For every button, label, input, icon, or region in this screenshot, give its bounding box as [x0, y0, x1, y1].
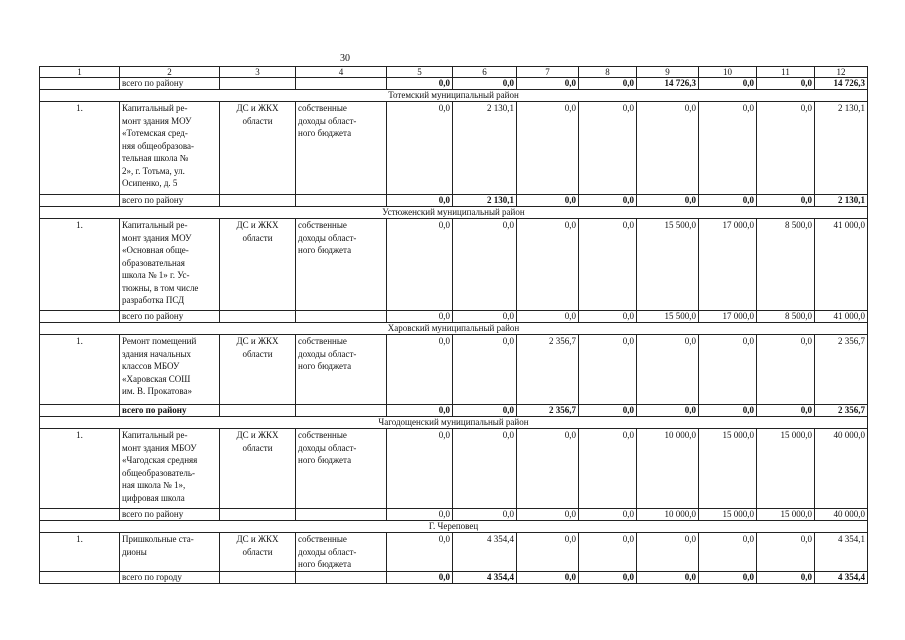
object-description: [120, 219, 220, 311]
object-description: [120, 102, 220, 195]
value-cell: 10 000,0: [637, 509, 699, 521]
row-index: 1.: [40, 102, 120, 195]
value-cell: 15 000,0: [699, 429, 757, 509]
value-cell: 0,0: [453, 405, 517, 417]
value-cell: 0,0: [517, 571, 579, 583]
value-cell: 0,0: [699, 405, 757, 417]
row-index: 1.: [40, 335, 120, 405]
value-cell: 0,0: [757, 571, 815, 583]
district-name: Чагодощенский муниципальный район: [40, 417, 868, 429]
funding-source-line: ного бюджета: [298, 128, 352, 138]
value-cell: 0,0: [517, 78, 579, 90]
total-label: всего по району: [120, 509, 220, 521]
value-cell: 0,0: [453, 509, 517, 521]
value-cell: 4 354,4: [453, 533, 517, 572]
value-cell: 0,0: [757, 78, 815, 90]
value-cell: 0,0: [387, 509, 453, 521]
value-cell: 0,0: [453, 78, 517, 90]
funding-source-line: ного бюджета: [298, 455, 352, 465]
organization-line: области: [242, 348, 273, 359]
value-cell: 0,0: [579, 195, 637, 207]
value-cell: 0,0: [517, 195, 579, 207]
object-description-line: Капитальный ре-: [122, 220, 188, 230]
funding-source-line: ного бюджета: [298, 559, 352, 569]
object-description-line: тюжны, в том числе: [122, 282, 199, 293]
total-row: [40, 405, 868, 417]
funding-source: [296, 429, 387, 509]
object-description-line: образовательная: [122, 257, 185, 268]
value-cell: 0,0: [699, 102, 757, 195]
value-cell: 0,0: [453, 429, 517, 509]
value-cell: 0,0: [517, 102, 579, 195]
value-cell: 0,0: [579, 219, 637, 311]
funding-source: [296, 102, 387, 195]
organization: [220, 533, 296, 572]
value-cell: 17 000,0: [699, 311, 757, 323]
value-cell: 0,0: [699, 533, 757, 572]
funding-source: [296, 533, 387, 572]
object-description-line: монт здания МОУ: [122, 115, 192, 126]
organization-line: области: [242, 115, 273, 126]
table-row: [40, 429, 868, 509]
object-description-line: классов МБОУ: [122, 361, 180, 371]
column-number: 7: [517, 67, 579, 78]
value-cell: 0,0: [453, 219, 517, 311]
object-description-line: здания начальных: [122, 348, 191, 359]
object-description: [120, 335, 220, 405]
funding-source-line: доходы област-: [298, 442, 357, 453]
top-total-row: [40, 78, 868, 90]
value-cell: 0,0: [579, 405, 637, 417]
value-cell: 0,0: [453, 335, 517, 405]
total-row: [40, 311, 868, 323]
value-cell: 0,0: [387, 429, 453, 509]
value-cell: 40 000,0: [815, 429, 868, 509]
row-index: 1.: [40, 219, 120, 311]
funding-source-line: доходы област-: [298, 232, 357, 243]
value-cell: 2 130,1: [453, 195, 517, 207]
value-cell: 40 000,0: [815, 509, 868, 521]
value-cell: 0,0: [387, 405, 453, 417]
value-cell: 0,0: [637, 335, 699, 405]
value-cell: 0,0: [757, 533, 815, 572]
object-description-line: Осипенко, д. 5: [122, 178, 178, 188]
column-number: 1: [40, 67, 120, 78]
funding-source-line: доходы област-: [298, 348, 357, 359]
value-cell: 0,0: [517, 219, 579, 311]
object-description-line: ная школа № 1»,: [122, 480, 186, 490]
column-number: 5: [387, 67, 453, 78]
value-cell: 4 354,1: [815, 533, 868, 572]
funding-source: [296, 219, 387, 311]
value-cell: 0,0: [579, 78, 637, 90]
value-cell: 0,0: [387, 195, 453, 207]
budget-table: [39, 66, 868, 584]
object-description-line: цифровая школа: [122, 492, 185, 503]
value-cell: 0,0: [579, 335, 637, 405]
funding-source: [296, 335, 387, 405]
total-label: всего по району: [120, 78, 220, 90]
object-description: [120, 533, 220, 572]
value-cell: 0,0: [579, 429, 637, 509]
value-cell: 0,0: [637, 533, 699, 572]
column-number: 9: [637, 67, 699, 78]
value-cell: 0,0: [387, 219, 453, 311]
value-cell: 0,0: [387, 102, 453, 195]
object-description-line: дионы: [122, 546, 147, 557]
total-row: [40, 509, 868, 521]
funding-source-line: доходы област-: [298, 546, 357, 557]
object-description-line: монт здания МОУ: [122, 232, 192, 243]
value-cell: 0,0: [637, 102, 699, 195]
column-number: 12: [815, 67, 868, 78]
funding-source-line: собственные: [298, 534, 347, 544]
value-cell: 15 000,0: [757, 429, 815, 509]
value-cell: 0,0: [699, 571, 757, 583]
object-description-line: «Основная обще-: [122, 245, 189, 255]
object-description-line: монт здания МБОУ: [122, 442, 197, 453]
table-row: [40, 533, 868, 572]
row-index: 1.: [40, 429, 120, 509]
value-cell: 0,0: [757, 195, 815, 207]
value-cell: 8 500,0: [757, 219, 815, 311]
value-cell: 0,0: [387, 335, 453, 405]
object-description: [120, 429, 220, 509]
object-description-line: няя общеобразова-: [122, 140, 195, 151]
value-cell: 0,0: [387, 78, 453, 90]
funding-source-line: ного бюджета: [298, 361, 352, 371]
value-cell: 0,0: [637, 405, 699, 417]
district-header-row: [40, 323, 868, 335]
value-cell: 0,0: [579, 311, 637, 323]
value-cell: 0,0: [579, 571, 637, 583]
funding-source-line: доходы област-: [298, 115, 357, 126]
funding-source-line: собственные: [298, 430, 347, 440]
value-cell: 15 500,0: [637, 219, 699, 311]
organization-line: ДС и ЖКХ: [236, 534, 279, 544]
value-cell: 2 130,1: [453, 102, 517, 195]
total-row: [40, 195, 868, 207]
value-cell: 2 130,1: [815, 102, 868, 195]
value-cell: 2 130,1: [815, 195, 868, 207]
object-description-line: «Харовская СОШ: [122, 373, 191, 384]
value-cell: 41 000,0: [815, 311, 868, 323]
value-cell: 0,0: [637, 571, 699, 583]
organization-line: ДС и ЖКХ: [236, 220, 279, 230]
column-number: 6: [453, 67, 517, 78]
funding-source-line: собственные: [298, 220, 347, 230]
value-cell: 2 356,7: [815, 405, 868, 417]
column-number: 10: [699, 67, 757, 78]
column-numbers-row: [40, 67, 868, 78]
object-description-line: общеобразователь-: [122, 467, 195, 478]
object-description-line: «Тотемская сред-: [122, 128, 188, 138]
column-number: 11: [757, 67, 815, 78]
total-label: всего по району: [120, 195, 220, 207]
organization: [220, 429, 296, 509]
object-description-line: Капитальный ре-: [122, 430, 188, 440]
value-cell: 0,0: [699, 335, 757, 405]
value-cell: 15 500,0: [637, 311, 699, 323]
district-name: Г. Череповец: [40, 521, 868, 533]
value-cell: 41 000,0: [815, 219, 868, 311]
column-number: 4: [296, 67, 387, 78]
value-cell: 0,0: [517, 429, 579, 509]
district-header-row: [40, 207, 868, 219]
organization: [220, 102, 296, 195]
value-cell: 0,0: [757, 405, 815, 417]
value-cell: 14 726,3: [637, 78, 699, 90]
value-cell: 4 354,4: [815, 571, 868, 583]
object-description-line: Капитальный ре-: [122, 103, 188, 113]
value-cell: 15 000,0: [757, 509, 815, 521]
value-cell: 0,0: [387, 533, 453, 572]
funding-source-line: ного бюджета: [298, 245, 352, 255]
value-cell: 0,0: [699, 195, 757, 207]
district-name: Харовский муниципальный район: [40, 323, 868, 335]
table-row: [40, 335, 868, 405]
district-name: Устюженский муниципальный район: [40, 207, 868, 219]
value-cell: 10 000,0: [637, 429, 699, 509]
value-cell: 14 726,3: [815, 78, 868, 90]
organization-line: области: [242, 442, 273, 453]
organization-line: области: [242, 232, 273, 243]
object-description-line: школа № 1» г. Ус-: [122, 270, 190, 280]
organization-line: ДС и ЖКХ: [236, 103, 279, 113]
object-description-line: тельная школа №: [122, 153, 189, 163]
organization-line: ДС и ЖКХ: [236, 430, 279, 440]
value-cell: 2 356,7: [517, 405, 579, 417]
object-description-line: разработка ПСД: [122, 295, 185, 305]
district-header-row: [40, 417, 868, 429]
value-cell: 0,0: [579, 533, 637, 572]
value-cell: 2 356,7: [517, 335, 579, 405]
organization-line: ДС и ЖКХ: [236, 336, 279, 346]
organization-line: области: [242, 546, 273, 557]
value-cell: 8 500,0: [757, 311, 815, 323]
value-cell: 0,0: [517, 533, 579, 572]
value-cell: 0,0: [517, 509, 579, 521]
value-cell: 0,0: [579, 509, 637, 521]
value-cell: 4 354,4: [453, 571, 517, 583]
value-cell: 0,0: [637, 195, 699, 207]
value-cell: 0,0: [757, 102, 815, 195]
column-number: 3: [220, 67, 296, 78]
value-cell: 0,0: [387, 311, 453, 323]
value-cell: 0,0: [453, 311, 517, 323]
column-number: 2: [120, 67, 220, 78]
row-index: 1.: [40, 533, 120, 572]
district-header-row: [40, 521, 868, 533]
table-row: [40, 102, 868, 195]
object-description-line: им. В. Прокатова»: [122, 386, 192, 396]
total-label: всего по району: [120, 311, 220, 323]
value-cell: 0,0: [699, 78, 757, 90]
total-label: всего по городу: [120, 571, 220, 583]
organization: [220, 219, 296, 311]
funding-source-line: собственные: [298, 103, 347, 113]
value-cell: 15 000,0: [699, 509, 757, 521]
object-description-line: Пришкольные ста-: [122, 534, 194, 544]
value-cell: 0,0: [757, 335, 815, 405]
object-description-line: «Чагодская средняя: [122, 455, 198, 465]
column-number: 8: [579, 67, 637, 78]
total-label: всего по району: [120, 405, 220, 417]
total-row: [40, 571, 868, 583]
value-cell: 0,0: [579, 102, 637, 195]
object-description-line: 2», г. Тотьма, ул.: [122, 165, 185, 176]
value-cell: 0,0: [517, 311, 579, 323]
district-name: Тотемский муниципальный район: [40, 90, 868, 102]
value-cell: 2 356,7: [815, 335, 868, 405]
page-number: 30: [340, 53, 350, 64]
table-row: [40, 219, 868, 311]
district-header-row: [40, 90, 868, 102]
value-cell: 0,0: [387, 571, 453, 583]
organization: [220, 335, 296, 405]
object-description-line: Ремонт помещений: [122, 336, 197, 346]
value-cell: 17 000,0: [699, 219, 757, 311]
funding-source-line: собственные: [298, 336, 347, 346]
